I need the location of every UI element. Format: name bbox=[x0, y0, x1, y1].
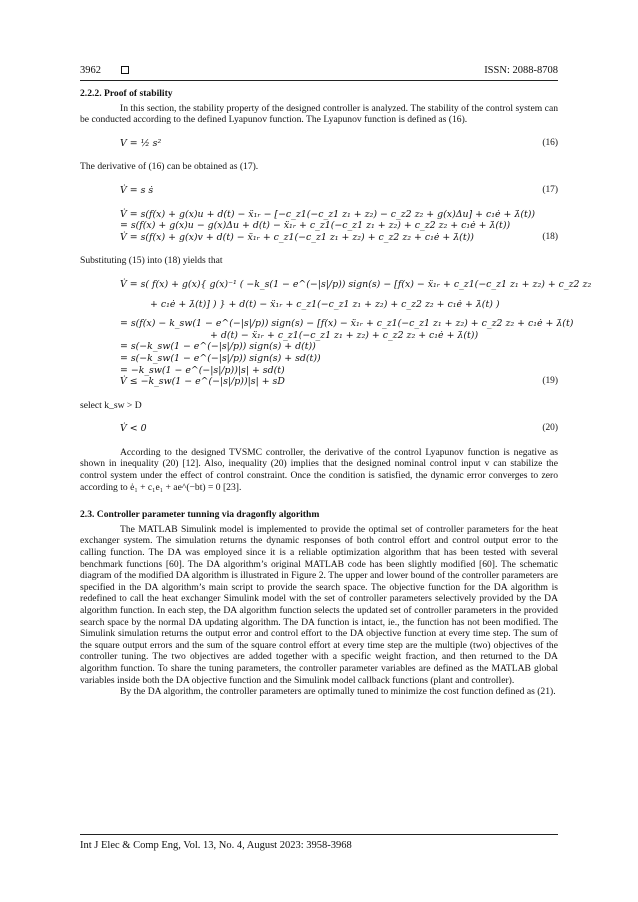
page-body bbox=[80, 88, 592, 698]
equation-19-line: + c₁ė + λ̇(t)] ) } + d(t) − ẍ₁ᵣ + c_z1(−c_z1 z₁ + z₂) + c_z2 z₂ + c₁ė + λ̇(t) ) bbox=[150, 298, 500, 310]
paragraph: The derivative of (16) can be obtained as (17). bbox=[80, 161, 259, 173]
footer-rule bbox=[80, 834, 558, 835]
section-title-proof-of-stability: 2.2.2. Proof of stability bbox=[80, 88, 173, 99]
page-number: 3962 bbox=[80, 64, 101, 76]
paragraph: The MATLAB Simulink model is implemented to provide the optimal set of controller parameters for the heat exchanger system. The simulation returns the dynamic responses of both control effort and control output error to the calling function. The DA was employed since it is a reliable optimization algorithm that has been tested with several benchmark functions [60]. The DA algorithm’s original MATLAB code has been slightly modified [60]. The schematic diagram of the modified DA algorithm is illustrated in Figure 2. The upper and lower bound of the controller parameters are specified in the DA algorithm’s main script to provide the search space. The objective function for the DA algorithm is redefined to call the heat exchanger Simulink model with the set of controller parameters selectively provided by the DA algorithm function. In each step, the DA algorithm function selects the updated set of controller parameters in the provided search space by the normal DA updating algorithm. The DA function is intact, ie., the function has not been modified. The Simulink simulation returns the output error and control effort to the DA objective function at every time step. The sum of the square output errors and the sum of the square control effort at every time step are the multiple (two) objectives of the controller tuning. The two objectives are added together with a specific weight fraction, and then returned to the DA algorithm function. To share the tuning parameters, the controller parameter variables are defined as the MATLAB global variables inside both the DA objective function and the Simulink model callback functions (plant and controller). bbox=[80, 523, 558, 686]
page-header bbox=[80, 62, 558, 78]
square-bullet-icon bbox=[121, 66, 129, 74]
equation-16: V = ½ s² (16) bbox=[120, 137, 558, 149]
equation-19-line: = s(−k_sw(1 − e^(−|s|/p)) sign(s) + sd(t)) bbox=[120, 352, 321, 364]
equation-19: V̇ ≤ −k_sw(1 − e^(−|s|/p))|s| + sD (19) bbox=[120, 376, 558, 388]
header-left bbox=[80, 65, 129, 76]
equation-18-line: V̇ = s(f(x) + g(x)u + d(t) − ẍ₁ᵣ − [−c_z1(−c_z1 z₁ + z₂) − c_z2 z₂ + g(x)Δu] + c₁ė + λ̇(t)) bbox=[120, 208, 536, 220]
footer-citation: Int J Elec & Comp Eng, Vol. 13, No. 4, August 2023: 3958-3968 bbox=[80, 840, 352, 851]
issn-label: ISSN: 2088-8708 bbox=[484, 64, 558, 76]
equation-18-line: = s(f(x) + g(x)u − g(x)Δu + d(t) − ẍ₁ᵣ + c_z1(−c_z1 z₁ + z₂) + c_z2 z₂ + c₁ė + λ̇(t)) bbox=[120, 220, 511, 232]
equation-19-line: = s(f(x) − k_sw(1 − e^(−|s|/p)) sign(s) − [f(x) − ẍ₁ᵣ + c_z1(−c_z1 z₁ + z₂) + c_z2 z₂ + c₁ė + λ̇(t) bbox=[120, 318, 574, 330]
equation-18: V̇ = s(f(x) + g(x)v + d(t) − ẍ₁ᵣ + c_z1(−c_z1 z₁ + z₂) + c_z2 z₂ + c₁ė + λ̇(t)) (18) bbox=[120, 231, 558, 243]
paragraph: By the DA algorithm, the controller parameters are optimally tuned to minimize the cost function defined as (21). bbox=[120, 686, 556, 698]
equation-19-line: + d(t) − ẍ₁ᵣ + c_z1(−c_z1 z₁ + z₂) + c_z2 z₂ + c₁ė + λ̇(t)) bbox=[210, 329, 479, 341]
equation-19-line: = s(−k_sw(1 − e^(−|s|/p)) sign(s) + d(t)) bbox=[120, 341, 316, 353]
equation-19-line: V̇ = s( f(x) + g(x){ g(x)⁻¹ ( −k_s(1 − e^(−|s|/p)) sign(s) − [f(x) − ẍ₁ᵣ + c_z1(−c_z1 z₁ + z₂) + c_z2 z₂ bbox=[120, 278, 592, 290]
paragraph: In this section, the stability property of the designed controller is analyzed. The stability of the control system can be conducted according to the defined Lyapunov function. The Lyapunov function is defined as (16). bbox=[80, 102, 558, 126]
paragraph: Substituting (15) into (18) yields that bbox=[80, 255, 223, 267]
select-condition: select k_sw > D bbox=[80, 399, 142, 411]
equation-20: V̇ < 0 (20) bbox=[120, 423, 558, 435]
paragraph: According to the designed TVSMC controller, the derivative of the control Lyapunov function is negative as shown in inequality (20) [12]. Also, inequality (20) implies that the designed nominal control input v can stabilize the control system under the effect of control constraint. Once the condition is satisfied, the dynamic error converges to zero according to ė₁ + c₁e₁ + ae^(−bt) = 0 [23]. bbox=[80, 446, 558, 493]
equation-17: V̇ = s ṡ (17) bbox=[120, 184, 558, 196]
equation-19-line: = −k_sw(1 − e^(−|s|/p))|s| + sd(t) bbox=[120, 364, 285, 376]
section-title-dragonfly-tuning: 2.3. Controller parameter tunning via dragonfly algorithm bbox=[80, 509, 320, 521]
header-rule bbox=[80, 80, 558, 81]
